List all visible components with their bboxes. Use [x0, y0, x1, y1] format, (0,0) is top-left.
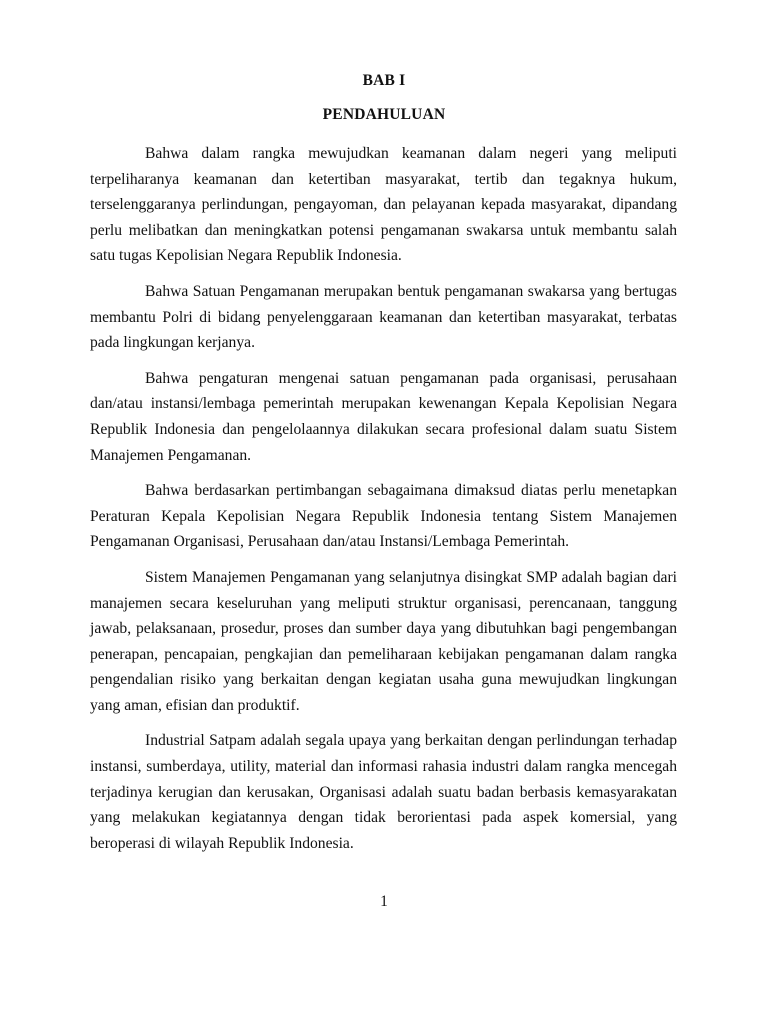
body-text: [90, 141, 677, 866]
paragraph-6: Industrial Satpam adalah segala upaya yang berkaitan dengan perlindungan terhadap instansi, sumberdaya, utility, material dan informasi rahasia industri dalam rangka mencegah terjadinya kerugian dan kerusakan, Organisasi adalah suatu badan berbasis kemasyarakatan yang melakukan kegiatannya dengan tidak berorientasi pada aspek komersial, yang beroperasi di wilayah Republik Indonesia.: [90, 732, 677, 852]
paragraph-5: Sistem Manajemen Pengamanan yang selanjutnya disingkat SMP adalah bagian dari manajemen secara keseluruhan yang meliputi struktur organisasi, perencanaan, tanggung jawab, pelaksanaan, prosedur, proses dan sumber daya yang dibutuhkan bagi pengembangan penerapan, pencapaian, pengkajian dan pemeliharaan kebijakan pengamanan dalam rangka pengendalian risiko yang berkaitan dengan kegiatan usaha guna mewujudkan lingkungan yang aman, efisian dan produktif.: [90, 568, 677, 714]
chapter-title: PENDAHULUAN: [322, 106, 446, 123]
paragraph-3: Bahwa pengaturan mengenai satuan pengamanan pada organisasi, perusahaan dan/atau instansi/lembaga pemerintah merupakan kewenangan Kepala Kepolisian Negara Republik Indonesia dan pengelolaannya dilakukan secara profesional dalam suatu Sistem Manajemen Pengamanan.: [90, 369, 677, 464]
paragraph-1: Bahwa dalam rangka mewujudkan keamanan dalam negeri yang meliputi terpeliharanya keamanan dan ketertiban masyarakat, tertib dan tegaknya hukum, terselenggaranya perlindungan, pengayoman, dan pelayanan kepada masyarakat, dipandang perlu melibatkan dan meningkatkan potensi pengamanan swakarsa untuk membantu salah satu tugas Kepolisian Negara Republik Indonesia.: [90, 145, 677, 265]
page-number: 1: [380, 893, 388, 910]
paragraph-4: Bahwa berdasarkan pertimbangan sebagaimana dimaksud diatas perlu menetapkan Peraturan Kepala Kepolisian Negara Republik Indonesia tentang Sistem Manajemen Pengamanan Organisasi, Perusahaan dan/atau Instansi/Lembaga Pemerintah.: [90, 482, 677, 551]
paragraph-2: Bahwa Satuan Pengamanan merupakan bentuk pengamanan swakarsa yang bertugas membantu Polri di bidang penyelenggaraan keamanan dan ketertiban masyarakat, terbatas pada lingkungan kerjanya.: [90, 282, 677, 352]
chapter-number: BAB I: [362, 72, 406, 89]
